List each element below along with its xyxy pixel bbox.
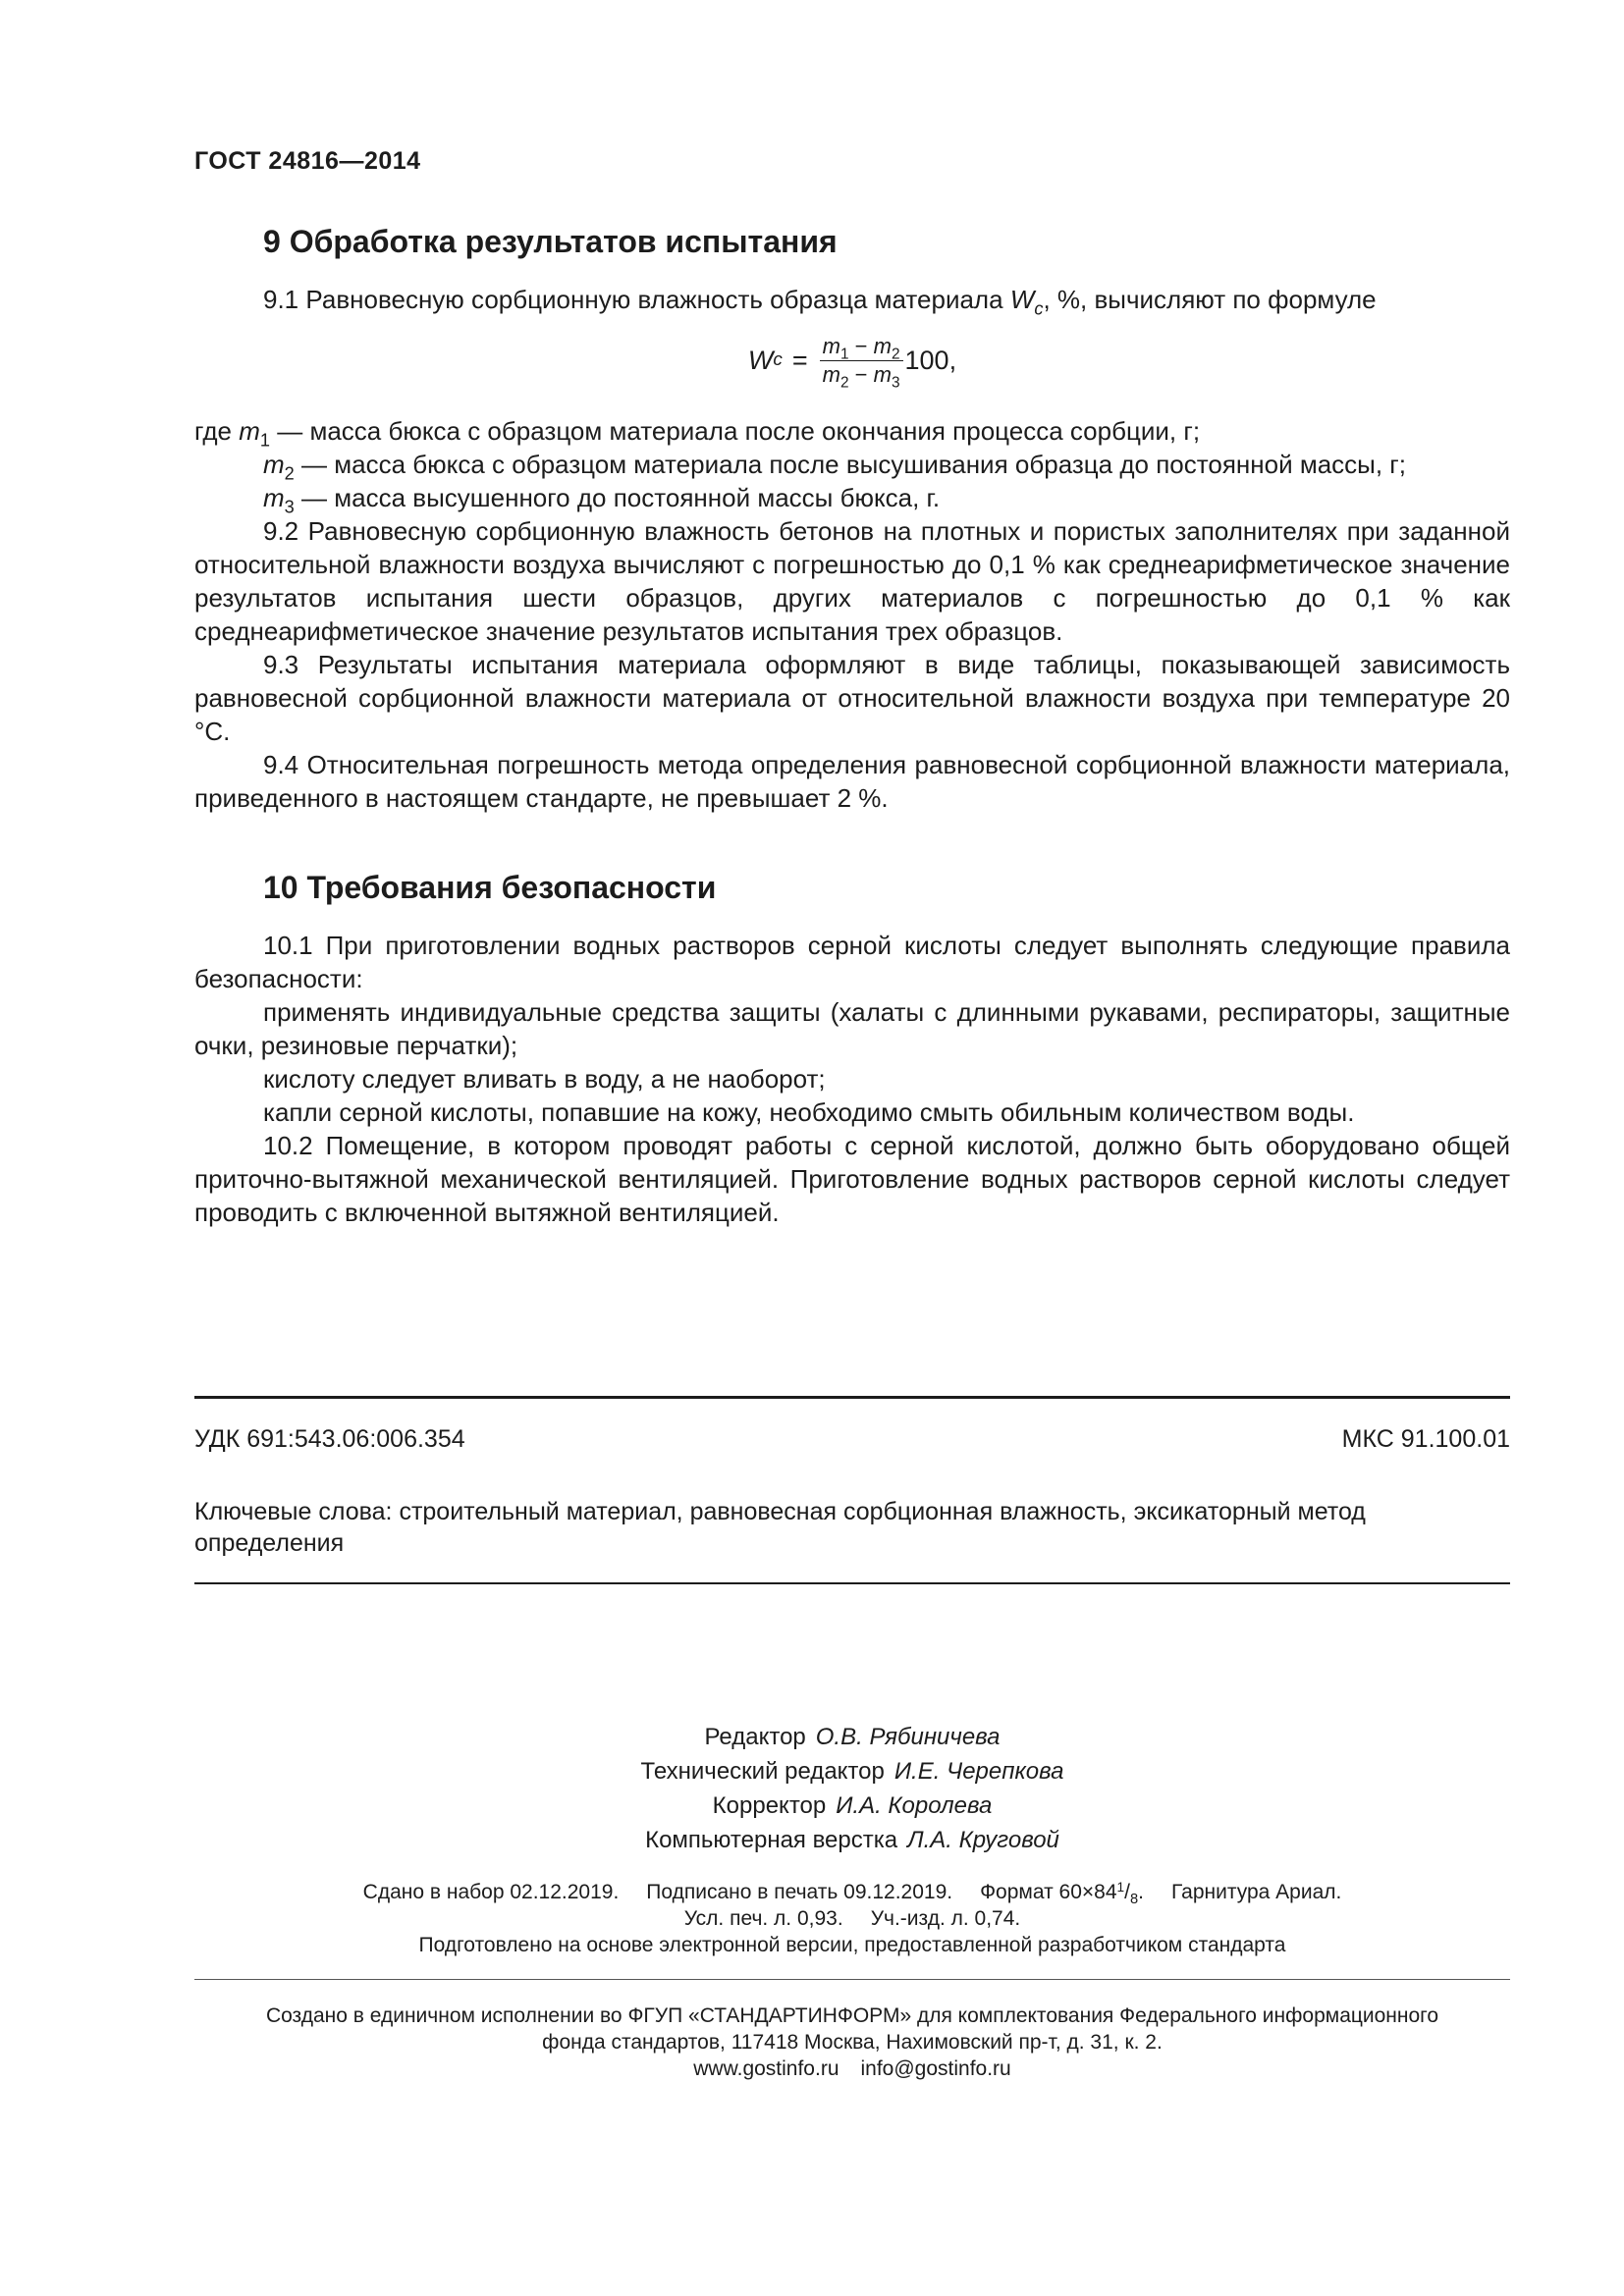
num-m-b-sub: 2 — [891, 345, 900, 362]
paragraph-9-1-number: 9.1 — [263, 285, 299, 314]
den-m-b: m — [873, 361, 892, 387]
section-10-title: 10 Требования безопасности — [263, 870, 717, 905]
credit-role: Компьютерная верстка — [645, 1827, 898, 1853]
where-symbol-sub: 1 — [259, 430, 270, 451]
num-m-a: m — [822, 333, 840, 358]
mks-code: МКС 91.100.01 — [1341, 1425, 1510, 1453]
where-text: — масса высушенного до постоянной массы бюкса, г. — [301, 483, 941, 512]
credit-role: Технический редактор — [640, 1758, 885, 1785]
imprint-format-sub: 8 — [1129, 1892, 1139, 1908]
where-prefix: где — [194, 416, 232, 446]
formula-denominator — [820, 361, 903, 391]
footer-website-link[interactable]: www.gostinfo.ru — [693, 2057, 839, 2080]
credit-role: Редактор — [704, 1724, 806, 1750]
where-text: — масса бюкса с образцом материала после высушивания образца до постоянной массы, г; — [301, 450, 1407, 479]
footer-email-link[interactable]: info@gostinfo.ru — [860, 2057, 1011, 2080]
paragraph-9-1 — [194, 283, 1510, 319]
imprint-print-sheets: Усл. печ. л. 0,93. — [683, 1907, 843, 1930]
standard-id: ГОСТ 24816—2014 — [194, 147, 421, 175]
keywords: Ключевые слова: строительный материал, равновесная сорбционная влажность, эксикаторный метод определения — [194, 1498, 1366, 1557]
num-minus: − — [854, 333, 868, 358]
safety-rule-2: кислоту следует вливать в воду, а не наоборот; — [263, 1064, 826, 1094]
den-m-a-sub: 2 — [839, 373, 849, 391]
where-text: — масса бюкса с образцом материала после окончания процесса сорбции, г; — [277, 416, 1201, 446]
where-symbol: m — [239, 416, 260, 446]
formula-fraction — [820, 333, 903, 391]
credit-proofreader — [194, 1789, 1510, 1823]
credit-layout — [194, 1823, 1510, 1857]
section-9 — [194, 222, 1510, 815]
credit-tech-editor — [194, 1754, 1510, 1789]
credit-editor — [194, 1720, 1510, 1754]
udk-code: УДК 691:543.06:006.354 — [194, 1425, 465, 1453]
credit-name: И.Е. Черепкова — [893, 1758, 1064, 1785]
symbol-w-sub: c — [1034, 298, 1044, 319]
credit-name: И.А. Королева — [836, 1792, 993, 1819]
section-10 — [194, 868, 1510, 1229]
imprint-line-2 — [194, 1905, 1510, 1932]
where-symbol-sub: 2 — [284, 463, 295, 484]
top-rule — [194, 1396, 1510, 1399]
paragraph-9-1-text: Равновесную сорбционную влажность образца материала — [305, 285, 1003, 314]
paragraph-9-2: 9.2 Равновесную сорбционную влажность бетонов на плотных и пористых заполнителях при заданной относительной влажности воздуха вычисляют с погрешностью до 0,1 % как среднеарифметическое значение результатов испытания шести образцов, других материалов с погрешностью до 0,1 % как среднеарифметическое значение результатов испытания трех образцов. — [194, 516, 1510, 646]
imprint-format-suffix: . — [1138, 1881, 1144, 1903]
where-symbol-sub: 3 — [284, 497, 295, 517]
credits-block — [194, 1720, 1510, 1857]
paragraph-9-4: 9.4 Относительная погрешность метода определения равновесной сорбционной влажности материала, приведенного в настоящем стандарте, не превышает 2 %. — [194, 750, 1510, 813]
num-m-a-sub: 1 — [839, 345, 849, 362]
where-line-3 — [194, 481, 1510, 517]
where-line-2 — [194, 448, 1510, 484]
footer-rule — [194, 1979, 1510, 1980]
imprint-format-sup: 1 — [1116, 1880, 1125, 1896]
formula-lhs: W — [747, 346, 774, 375]
where-symbol: m — [263, 450, 285, 479]
sorption-formula: W c = $\frac{m_1 - m_2}{m_2 - m_3}$ 100, — [747, 333, 957, 391]
imprint-submitted: Сдано в набор 02.12.2019. — [362, 1881, 620, 1903]
footer-line-1: Создано в единичном исполнении во ФГУП «СТАНДАРТИНФОРМ» для комплектования Федерального информационного — [265, 2004, 1439, 2027]
footer-block — [194, 2002, 1510, 2082]
where-line-1 — [194, 414, 1510, 451]
where-symbol: m — [263, 483, 285, 512]
imprint-block — [194, 1879, 1510, 1958]
num-m-b: m — [873, 333, 892, 358]
safety-rule-1: применять индивидуальные средства защиты (халаты с длинными рукавами, респираторы, защитные очки, резиновые перчатки); — [194, 997, 1510, 1060]
formula-numerator — [820, 334, 903, 361]
footer-contacts — [194, 2056, 1510, 2082]
den-m-a: m — [822, 361, 840, 387]
section-9-title: 9 Обработка результатов испытания — [263, 224, 838, 259]
imprint-line-1: Сдано в набор 02.12.2019. Подписано в печать 09.12.2019. Формат $60\times 84^1/_8$. Гарнитура Ариал. — [362, 1880, 1342, 1908]
imprint-signed: Подписано в печать 09.12.2019. — [646, 1881, 953, 1903]
symbol-w: W — [1009, 285, 1035, 314]
imprint-typeface: Гарнитура Ариал. — [1170, 1881, 1342, 1903]
den-minus: − — [854, 361, 868, 387]
bottom-rule — [194, 1582, 1510, 1584]
footer-line-2: фонда стандартов, 117418 Москва, Нахимовский пр-т, д. 31, к. 2. — [542, 2031, 1163, 2054]
paragraph-10-1: 10.1 При приготовлении водных растворов серной кислоты следует выполнять следующие правила безопасности: — [194, 931, 1510, 993]
formula-equals: = — [791, 346, 808, 375]
credit-role: Корректор — [712, 1792, 827, 1819]
paragraph-10-2: 10.2 Помещение, в котором проводят работы с серной кислотой, должно быть оборудовано общей приточно-вытяжной механической вентиляцией. Приготовление водных растворов серной кислоты следует проводить с включенной вытяжной вентиляцией. — [194, 1131, 1510, 1227]
safety-rule-3: капли серной кислоты, попавшие на кожу, необходимо смыть обильным количеством воды. — [263, 1097, 1355, 1127]
credit-name: Л.А. Круговой — [907, 1827, 1059, 1853]
paragraph-9-1-tail: , %, вычисляют по формуле — [1043, 285, 1377, 314]
imprint-format: Формат 60×84 — [980, 1881, 1117, 1903]
imprint-pub-sheets: Уч.-изд. л. 0,74. — [870, 1907, 1021, 1930]
imprint-basis: Подготовлено на основе электронной версии, предоставленной разработчиком стандарта — [418, 1934, 1286, 1956]
formula-factor: 100, — [904, 346, 957, 375]
credit-name: О.В. Рябиничева — [815, 1724, 1001, 1750]
den-m-b-sub: 3 — [891, 373, 900, 391]
paragraph-9-3: 9.3 Результаты испытания материала оформляют в виде таблицы, показывающей зависимость равновесной сорбционной влажности материала от относительной влажности воздуха при температуре 20 °С. — [194, 650, 1510, 746]
